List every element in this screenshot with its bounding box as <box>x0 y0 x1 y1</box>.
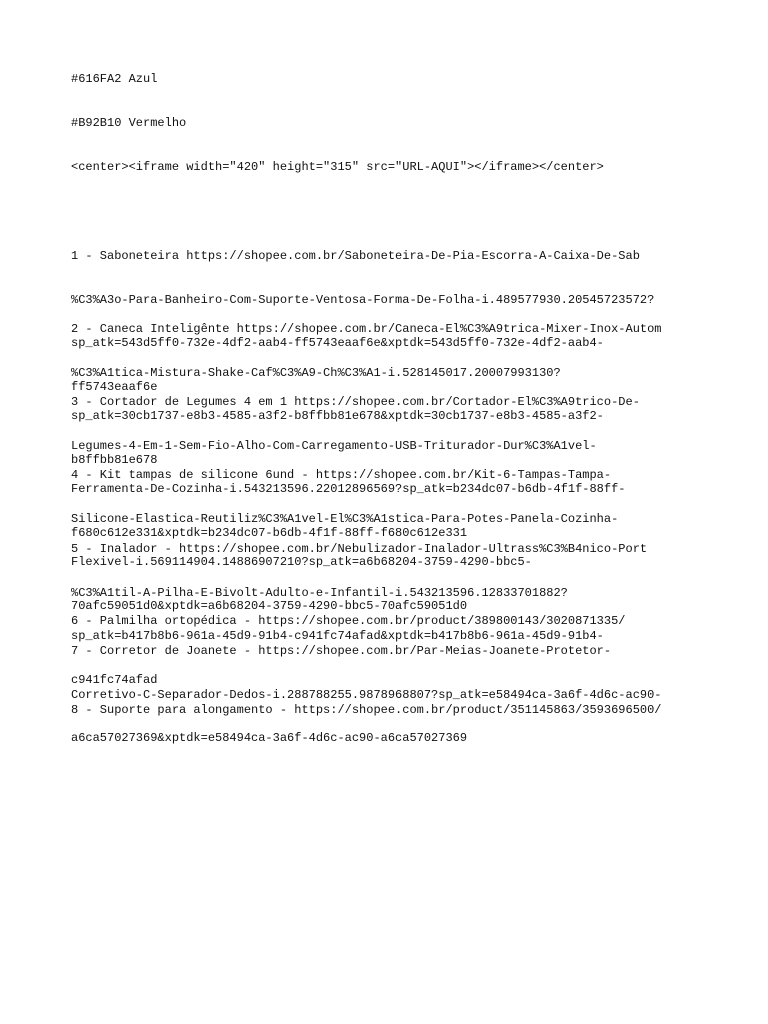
list-item-line: Flexivel-i.569114904.14886907210?sp_atk=a6b68204-3759-4290-bbc5- <box>71 555 532 569</box>
list-item-line: %C3%A1tica-Mistura-Shake-Caf%C3%A9-Ch%C3%A1-i.528145017.20007993130? <box>71 365 561 380</box>
list-item-line: 3 - Cortador de Legumes 4 em 1 https://shopee.com.br/Cortador-El%C3%A9trico-De- <box>71 395 640 409</box>
list-item-line: f680c612e331&xptdk=b234dc07-b6db-4f1f-88ff-f680c612e331 <box>71 525 468 540</box>
list-item-line: b8ffbb81e678 <box>71 452 158 467</box>
color-blue-text: #616FA2 Azul <box>71 72 158 86</box>
list-item-line: a6ca57027369&xptdk=e58494ca-3a6f-4d6c-ac90-a6ca57027369 <box>71 731 468 745</box>
list-item-line: %C3%A1til-A-Pilha-E-Bivolt-Adulto-e-Infantil-i.543213596.12833701882? <box>71 585 568 600</box>
list-item-line: 6 - Palmilha ortopédica - https://shopee.com.br/product/389800143/3020871335/ <box>71 614 626 628</box>
document-page <box>71 0 711 1024</box>
list-item-line: Legumes-4-Em-1-Sem-Fio-Alho-Com-Carregamento-USB-Triturador-Dur%C3%A1vel- <box>71 438 597 453</box>
list-item-line: 5 - Inalador - https://shopee.com.br/Nebulizador-Inalador-Ultrass%C3%B4nico-Port <box>71 542 648 556</box>
list-item-line: 7 - Corretor de Joanete - https://shopee.com.br/Par-Meias-Joanete-Protetor- <box>71 644 612 658</box>
list-item-line: Ferramenta-De-Cozinha-i.543213596.22012896569?sp_atk=b234dc07-b6db-4f1f-88ff- <box>71 482 626 496</box>
list-item-line: Corretivo-C-Separador-Dedos-i.288788255.9878968807?sp_atk=e58494ca-3a6f-4d6c-ac90- <box>71 687 662 702</box>
list-item-line: 1 - Saboneteira https://shopee.com.br/Saboneteira-De-Pia-Escorra-A-Caixa-De-Sab <box>71 249 640 263</box>
list-item-line: Silicone-Elastica-Reutiliz%C3%A1vel-El%C3%A1stica-Para-Potes-Panela-Cozinha- <box>71 511 619 526</box>
list-item-line: 8 - Suporte para alongamento - https://shopee.com.br/product/351145863/3593696500/ <box>71 703 662 717</box>
list-item-line: 2 - Caneca Inteligênte https://shopee.com.br/Caneca-El%C3%A9trica-Mixer-Inox-Autom <box>71 322 662 336</box>
iframe-snippet-text: <center><iframe width="420" height="315" src="URL-AQUI"></iframe></center> <box>71 160 604 174</box>
list-item-line: ff5743eaaf6e <box>71 379 158 394</box>
list-item-line: c941fc74afad <box>71 672 158 687</box>
list-item-line: sp_atk=b417b8b6-961a-45d9-91b4-c941fc74afad&xptdk=b417b8b6-961a-45d9-91b4- <box>71 629 604 643</box>
list-item-line: 70afc59051d0&xptdk=a6b68204-3759-4290-bbc5-70afc59051d0 <box>71 598 468 613</box>
list-item-line: sp_atk=543d5ff0-732e-4df2-aab4-ff5743eaaf6e&xptdk=543d5ff0-732e-4df2-aab4- <box>71 336 604 350</box>
list-item <box>71 674 711 747</box>
color-red-text: #B92B10 Vermelho <box>71 116 187 130</box>
list-item-line: %C3%A3o-Para-Banheiro-Com-Suporte-Ventosa-Forma-De-Folha-i.489577930.20545723572? <box>71 292 655 307</box>
list-item-line: sp_atk=30cb1737-e8b3-4585-a3f2-b8ffbb81e678&xptdk=30cb1737-e8b3-4585-a3f2- <box>71 409 604 423</box>
list-item-line: 4 - Kit tampas de silicone 6und - https://shopee.com.br/Kit-6-Tampas-Tampa- <box>71 468 612 482</box>
